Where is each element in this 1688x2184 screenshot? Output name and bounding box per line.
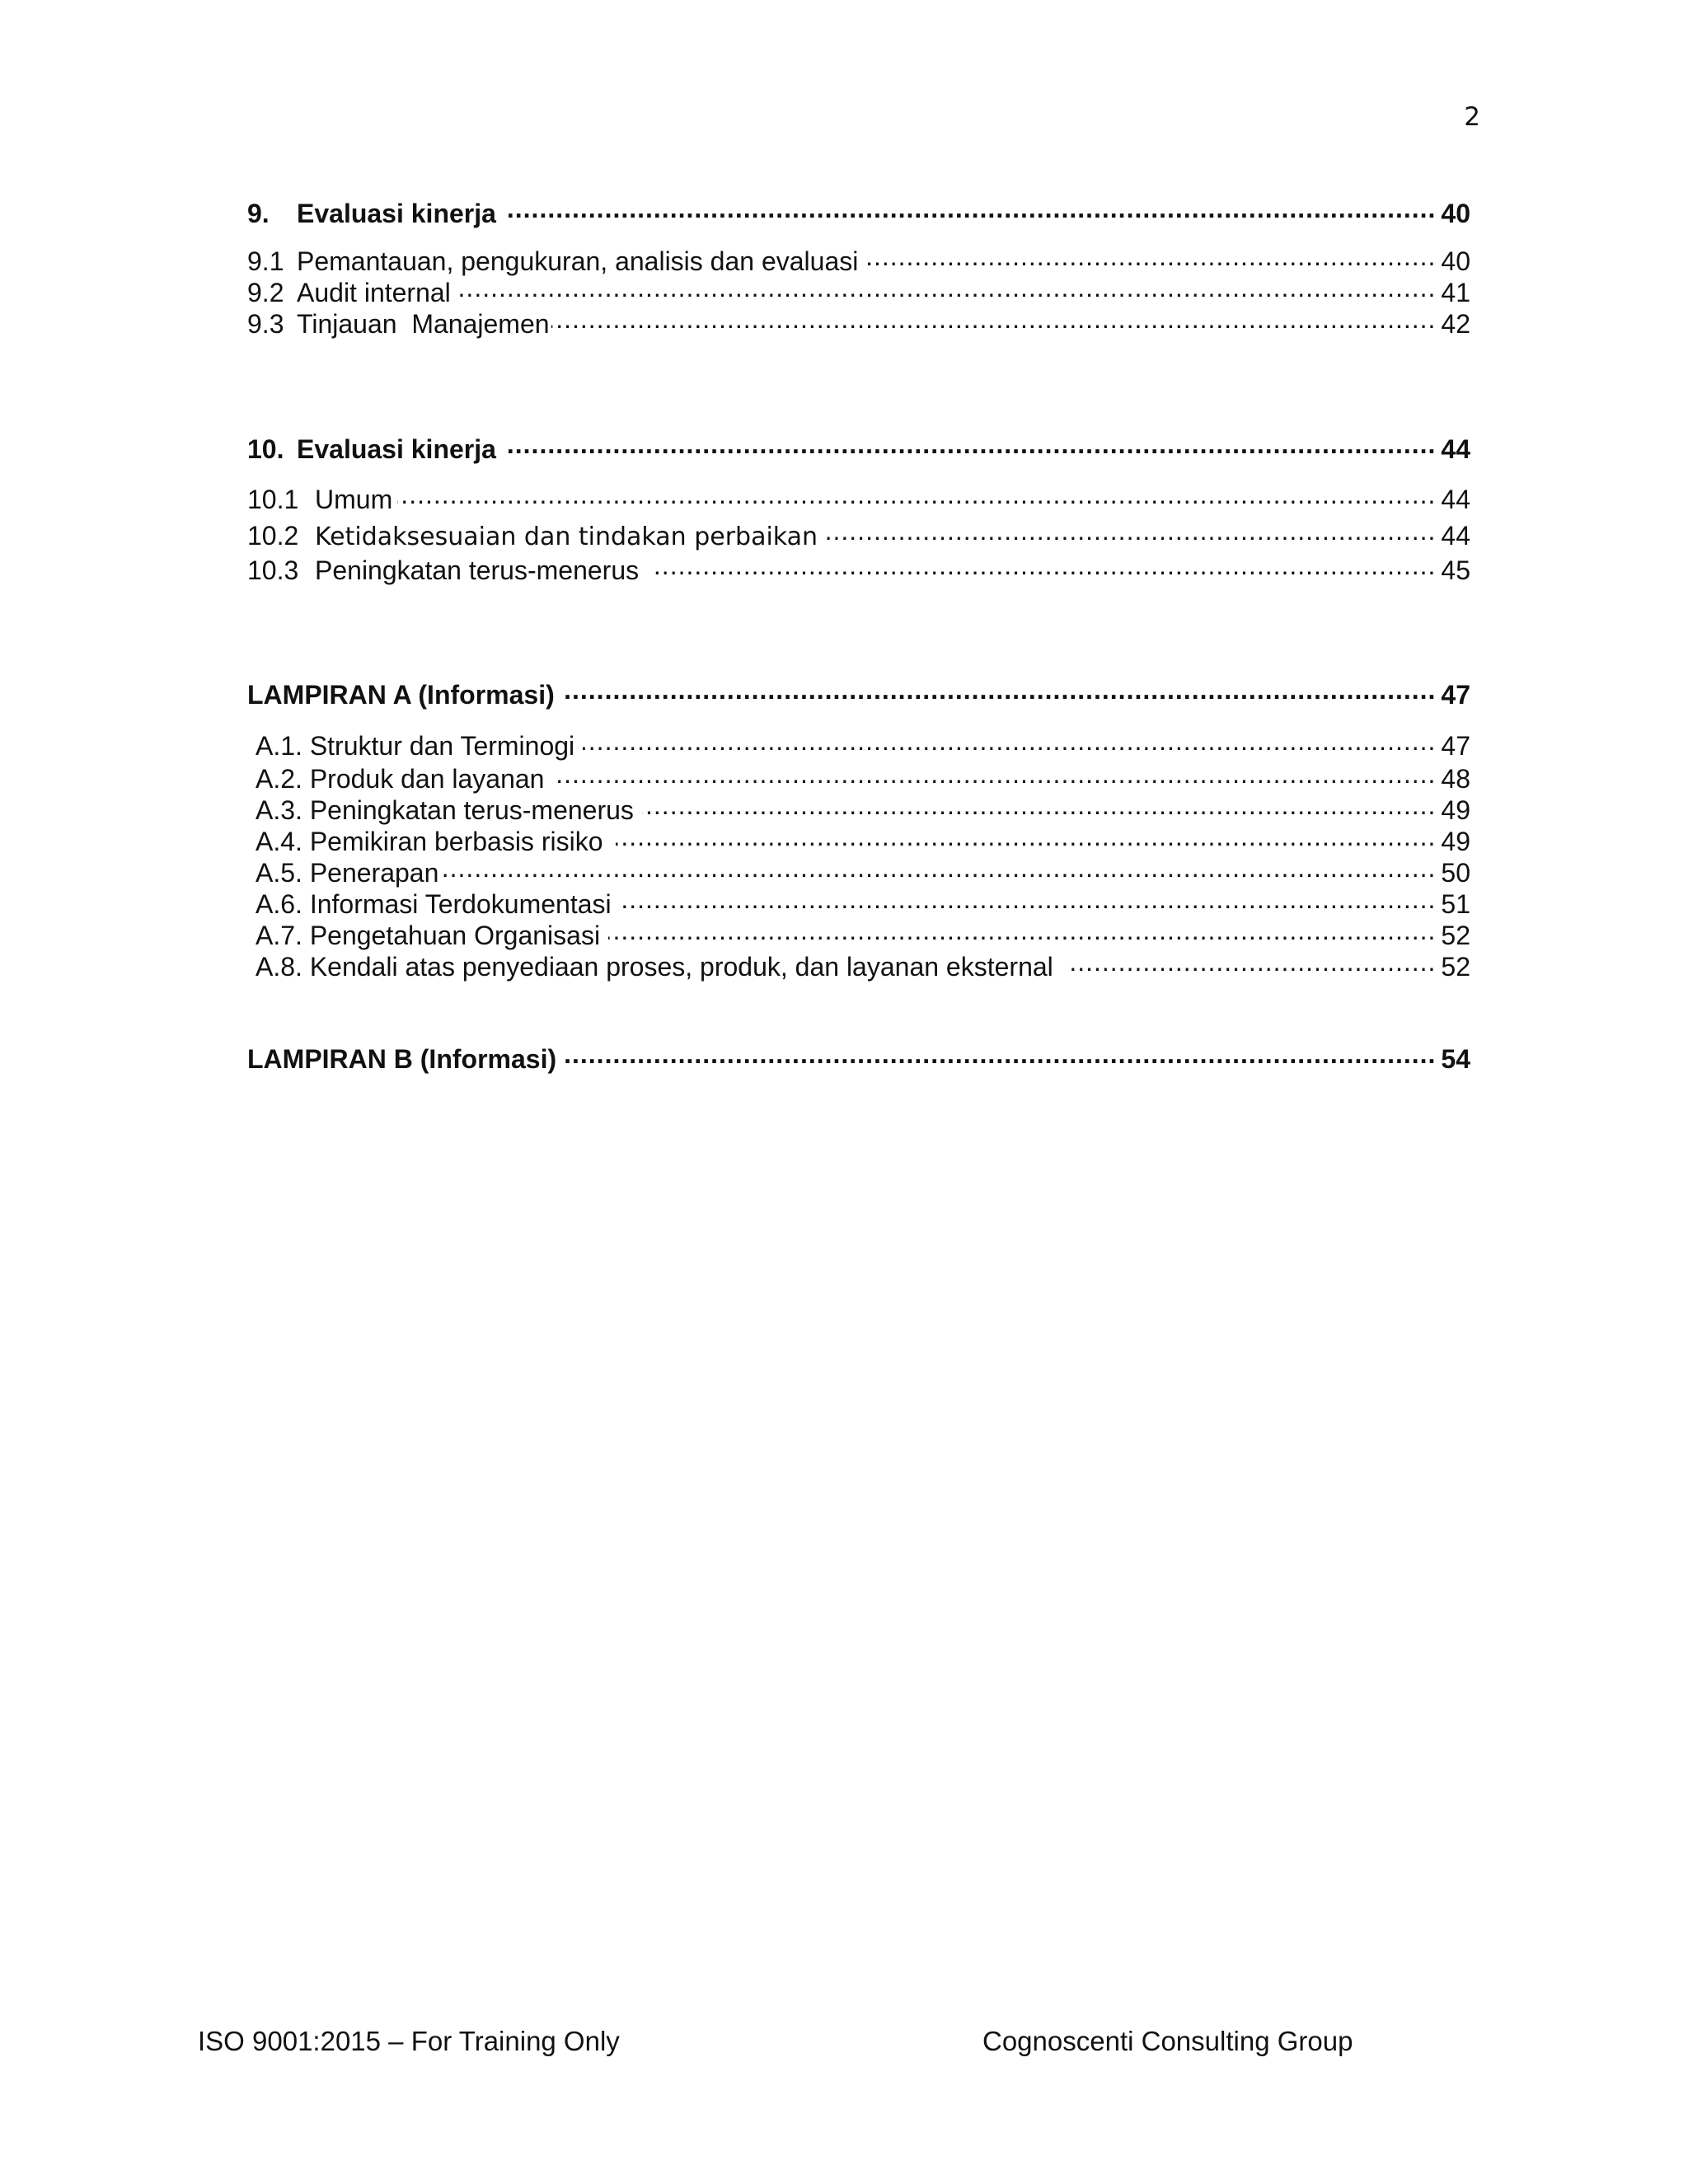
toc-title: Audit internal (297, 278, 451, 307)
toc-title: A.3. Peningkatan terus-menerus (256, 795, 634, 825)
dot-leader (459, 275, 1437, 302)
toc-item-a-1[interactable] (256, 729, 1470, 762)
toc-title: A.1. Struktur dan Terminogi (256, 731, 575, 761)
dot-leader (654, 553, 1436, 579)
toc-number: 9. (247, 199, 270, 228)
toc-number: 9.3 (247, 309, 284, 339)
toc-number: 10.3 (247, 555, 299, 585)
toc-page-number: 44 (1441, 434, 1470, 464)
toc-page-number: 42 (1441, 309, 1470, 339)
toc-title: LAMPIRAN B (Informasi) (247, 1044, 557, 1074)
toc-item-9-3[interactable] (247, 307, 1470, 340)
toc-number: 9.2 (247, 278, 284, 307)
toc-page-number: 52 (1441, 921, 1470, 950)
toc-heading-section-9[interactable] (247, 196, 1470, 229)
toc-title: Peningkatan terus-menerus (315, 555, 640, 585)
toc-page-number: 44 (1441, 521, 1470, 551)
toc-title: A.4. Pemikiran berbasis risiko (256, 827, 603, 856)
dot-leader (565, 1042, 1436, 1068)
dot-leader (1067, 949, 1437, 976)
toc-title: Ketidaksesuaian dan tindakan perbaikan (315, 523, 818, 551)
toc-title: A.2. Produk dan layanan (256, 764, 545, 794)
dot-leader (504, 432, 1436, 458)
toc-page-number: 51 (1441, 889, 1470, 919)
toc-title: Pemantauan, pengukuran, analisis dan evaluasi (297, 246, 859, 276)
toc-title: Evaluasi kinerja (297, 199, 496, 228)
toc-page-number: 49 (1441, 795, 1470, 825)
toc-page-number: 45 (1441, 555, 1470, 585)
footer-right-text: Cognoscenti Consulting Group (982, 2026, 1353, 2056)
toc-page-number: 47 (1441, 680, 1470, 710)
toc-item-a-8[interactable] (256, 949, 1470, 982)
toc-heading-appendix-a[interactable] (247, 677, 1470, 710)
footer-left-text: ISO 9001:2015 – For Training Only (198, 2026, 620, 2056)
toc-number: 10.2 (247, 521, 299, 551)
toc-heading-appendix-b[interactable] (247, 1042, 1470, 1075)
dot-leader (563, 677, 1437, 704)
toc-page-number: 44 (1441, 485, 1470, 514)
dot-leader (642, 793, 1436, 819)
toc-item-a-5[interactable] (256, 855, 1470, 888)
dot-leader (397, 482, 1436, 509)
toc-page-number: 40 (1441, 199, 1470, 228)
toc-page-number: 50 (1441, 858, 1470, 888)
toc-item-a-7[interactable] (256, 918, 1470, 951)
toc-number: 10.1 (247, 485, 299, 514)
toc-item-9-1[interactable] (247, 244, 1470, 277)
toc-number: 9.1 (247, 246, 284, 276)
dot-leader (826, 518, 1436, 545)
toc-page-number: 48 (1441, 764, 1470, 794)
toc-item-a-4[interactable] (256, 824, 1470, 857)
toc-item-10-1[interactable] (247, 482, 1470, 515)
dot-leader (866, 244, 1436, 270)
toc-item-a-3[interactable] (256, 793, 1470, 826)
dot-leader (620, 887, 1437, 913)
toc-page-number: 40 (1441, 246, 1470, 276)
page-number: 2 (1464, 102, 1480, 132)
toc-title: A.8. Kendali atas penyediaan proses, produk, dan layanan eksternal (256, 952, 1053, 982)
toc-page-number: 52 (1441, 952, 1470, 982)
dot-leader (557, 762, 1436, 788)
toc-page-number: 47 (1441, 731, 1470, 761)
dot-leader (583, 729, 1436, 755)
toc-heading-section-10[interactable] (247, 432, 1470, 465)
toc-page-number: 41 (1441, 278, 1470, 307)
toc-number: 10. (247, 434, 284, 464)
toc-title: Umum (315, 485, 393, 514)
toc-title: LAMPIRAN A (Informasi) (247, 680, 555, 710)
dot-leader (608, 918, 1436, 944)
toc-title: A.5. Penerapan (256, 858, 439, 888)
dot-leader (504, 196, 1436, 223)
toc-page-number: 54 (1441, 1044, 1470, 1074)
toc-item-a-2[interactable] (256, 762, 1470, 794)
toc-title: A.7. Pengetahuan Organisasi (256, 921, 601, 950)
dot-leader (440, 855, 1436, 882)
toc-item-9-2[interactable] (247, 275, 1470, 308)
dot-leader (616, 824, 1436, 851)
toc-title: A.6. Informasi Terdokumentasi (256, 889, 612, 919)
dot-leader (551, 307, 1437, 333)
toc-title: Evaluasi kinerja (297, 434, 496, 464)
toc-item-10-3[interactable] (247, 553, 1470, 586)
toc-page-number: 49 (1441, 827, 1470, 856)
toc-item-10-2[interactable] (247, 518, 1470, 553)
toc-title: Tinjauan Manajemen (297, 309, 550, 339)
toc-item-a-6[interactable] (256, 887, 1470, 920)
